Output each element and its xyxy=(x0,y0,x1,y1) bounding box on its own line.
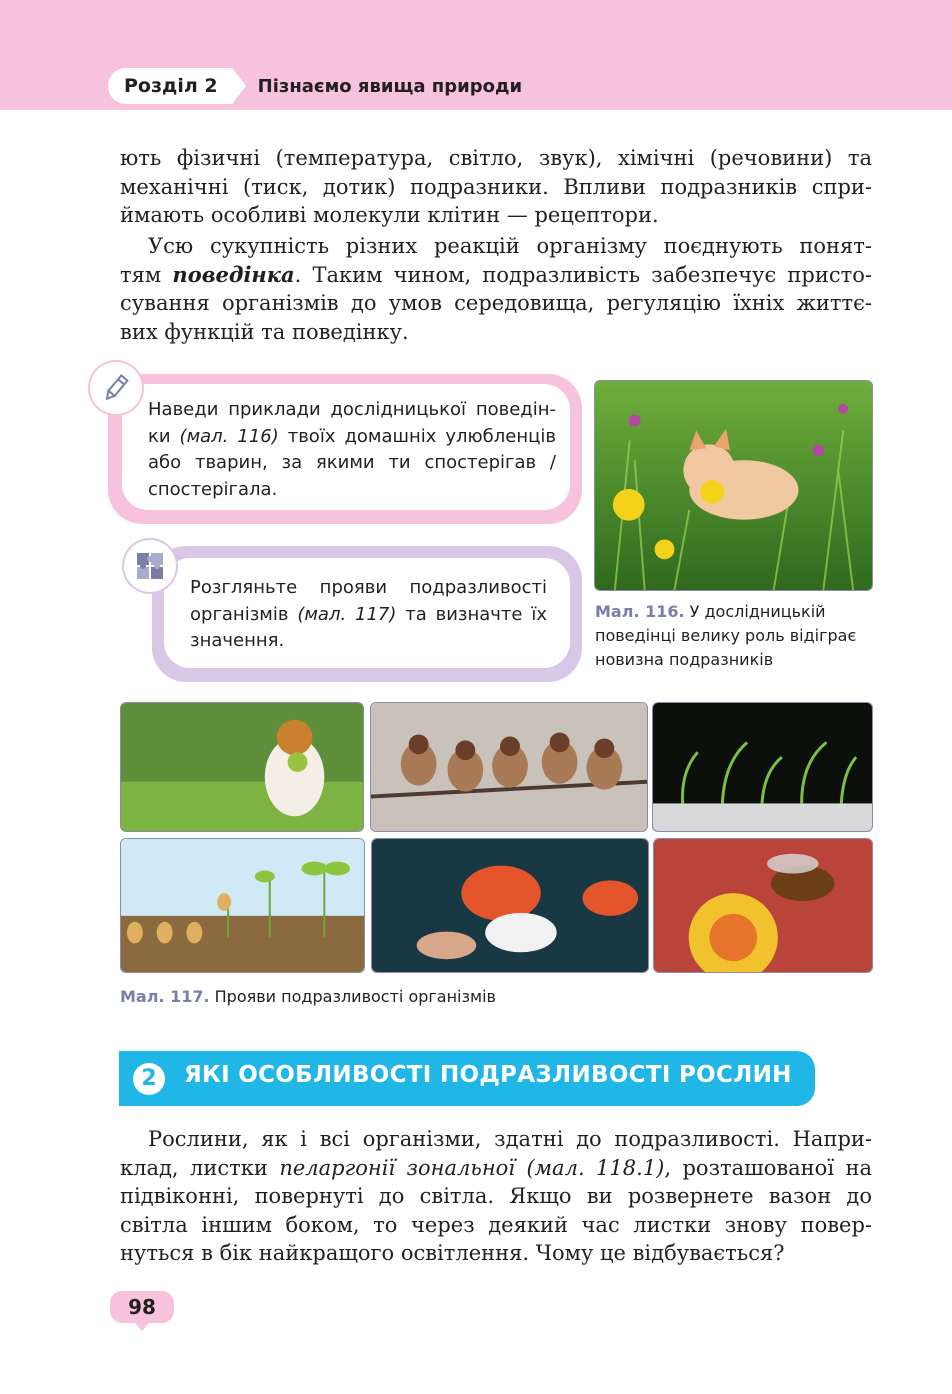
section-number: 2 xyxy=(133,1063,165,1095)
text-line: або тварин, за якими ти спостерігав / xyxy=(148,452,556,473)
text-fragment: твоїх домашніх улюбленців xyxy=(278,425,556,447)
text-line: значення. xyxy=(190,630,285,651)
text-line xyxy=(120,1154,872,1183)
text-line: ймають особливі молекули клітин — рецептори. xyxy=(120,203,659,227)
text-fragment: ки xyxy=(148,425,180,447)
puzzle-icon xyxy=(124,540,176,592)
text-line: нуться в бік найкращого освітлення. Чому це відбувається? xyxy=(120,1241,785,1265)
caption-text: У дослідницькій xyxy=(684,602,826,621)
page-number-tail xyxy=(134,1322,150,1331)
bee-flower-photo xyxy=(653,838,873,973)
text-fragment: тям xyxy=(120,262,173,287)
text-fragment: , розташованої на xyxy=(664,1155,872,1180)
task-1-text xyxy=(148,397,556,503)
text-line xyxy=(190,602,547,629)
pencil-icon xyxy=(90,362,142,414)
figure-reference: (мал. 117) xyxy=(297,603,397,625)
sparrows-photo xyxy=(370,702,648,832)
text-fragment: та визначте їх xyxy=(396,603,547,625)
kitten-photo xyxy=(594,380,873,591)
plants-paragraph xyxy=(120,1125,872,1268)
text-line: сування організмів до умов середовища, регуляцію їхніх життє- xyxy=(120,291,872,315)
page-number: 98 xyxy=(110,1291,174,1323)
text-line xyxy=(148,424,556,451)
figure-reference: (мал. 116) xyxy=(179,425,279,447)
behavior-paragraph xyxy=(120,232,872,346)
text-line: вих функцій та поведінку. xyxy=(120,319,409,344)
text-line: Усю сукупність різних реакцій організму поєднують понят- xyxy=(148,234,872,258)
text-line: Розгляньте прояви подразливості xyxy=(190,577,547,598)
text-line: механічні (тиск, дотик) подразники. Впливи подразників спри- xyxy=(120,174,872,199)
key-term: поведінка xyxy=(172,261,295,287)
text-line xyxy=(120,261,872,290)
koi-fish-photo xyxy=(371,838,649,973)
figure-label: Мал. 117. xyxy=(120,987,210,1006)
chevron-right-icon xyxy=(232,68,246,104)
chapter-breadcrumb xyxy=(108,68,522,104)
text-line: Рослини, як і всі організми, здатні до подразливості. Напри- xyxy=(148,1127,872,1151)
figure-116-caption xyxy=(595,600,875,672)
figure-117-caption xyxy=(120,985,720,1009)
caption-text: Прояви подразливості організмів xyxy=(209,987,496,1006)
caption-text: новизна подразників xyxy=(595,650,774,669)
intro-paragraph xyxy=(120,144,872,230)
section-title: ЯКІ ОСОБЛИВОСТІ ПОДРАЗЛИВОСТІ РОСЛИН xyxy=(184,1062,792,1088)
chapter-title: Пізнаємо явища природи xyxy=(257,75,523,97)
task-2-text xyxy=(190,575,547,655)
text-line: спостерігала. xyxy=(148,478,278,500)
caption-text: поведінці велику роль відіграє xyxy=(595,626,857,645)
chapter-label: Розділ 2 xyxy=(108,68,232,104)
text-line: ють фізичні (температура, світло, звук), хімічні (речовини) та xyxy=(120,146,872,170)
text-line: світла іншим боком, то через деякий час листки знову повер- xyxy=(120,1212,872,1237)
text-fragment: організмів xyxy=(190,603,298,625)
figure-label: Мал. 116. xyxy=(595,602,685,621)
dog-photo xyxy=(120,702,364,832)
text-line: підвіконні, повернуті до світла. Якщо ви розвернете вазон до xyxy=(120,1184,872,1208)
text-fragment: клад, листки xyxy=(120,1155,280,1180)
text-line: Наведи приклади дослідницької поведін- xyxy=(148,399,556,420)
species-reference: пеларгонії зональної (мал. 118.1) xyxy=(279,1155,665,1180)
seedlings-photo xyxy=(652,702,873,832)
text-fragment: . Таким чином, подразливість забезпечує присто- xyxy=(294,262,872,287)
germination-illustration xyxy=(120,838,365,973)
